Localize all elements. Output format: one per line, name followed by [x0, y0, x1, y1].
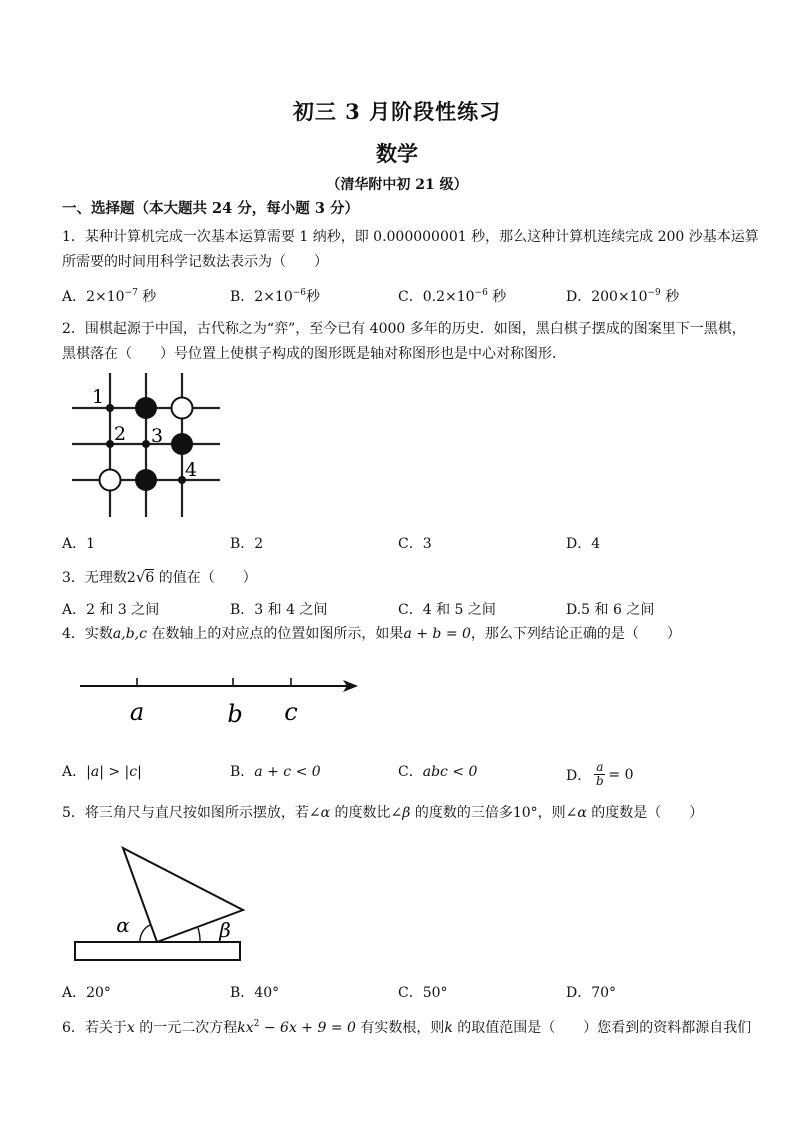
ruler — [75, 942, 240, 960]
black-stone — [135, 397, 157, 419]
school-subtitle: （清华附中初 21 级） — [326, 177, 468, 193]
point-3-dot — [142, 440, 150, 448]
q2-option-c: C．3 — [398, 536, 432, 552]
q2-stem-line2: 黑棋落在（ ）号位置上使棋子构成的图形既是轴对称图形也是中心对称图形． — [62, 346, 566, 362]
q3-option-a: A．2 和 3 之间 — [62, 602, 160, 618]
triangle-ruler-figure — [65, 840, 255, 970]
q5-option-b: B．40° — [230, 985, 280, 1001]
q2-option-a: A．1 — [62, 536, 96, 552]
axis-label-a: a — [129, 698, 145, 726]
q3-option-b: B．3 和 4 之间 — [230, 602, 328, 618]
white-stone — [100, 470, 121, 491]
q1-option-d: D．$200\times 10^{-9}$ 秒 — [566, 288, 680, 305]
point-label-2: 2 — [113, 423, 127, 445]
q1-option-b: B．$2\times 10^{-6}$秒 — [230, 288, 321, 305]
white-stone — [172, 398, 193, 419]
q3-option-d: D.5 和 6 之间 — [566, 602, 655, 618]
black-stone — [135, 469, 157, 491]
q1-option-a: A．$2\times 10^{-7}$ 秒 — [62, 288, 157, 305]
q3-stem: 3．无理数2√6 的值在（ ） — [62, 568, 257, 586]
q1-option-c: C．$0.2\times 10^{-6}$ 秒 — [398, 288, 507, 305]
point-2-dot — [106, 440, 114, 448]
alpha-arc — [140, 925, 150, 942]
q5-stem: 5．将三角尺与直尺按如图所示摆放，若∠α 的度数比∠β 的度数的三倍多10°，则∠α 的度数是（ ） — [62, 805, 704, 821]
q4-option-b: B．a + c < 0 — [230, 764, 321, 780]
q4-option-d: D． $\frac{a}{b}$ = 0 — [566, 760, 634, 788]
go-board-figure — [60, 365, 230, 525]
subject-title: 数学 — [376, 141, 418, 166]
point-label-3: 3 — [150, 425, 164, 447]
q2-option-b: B．2 — [230, 536, 264, 552]
section-heading: 一、选择题（本大题共 24 分，每小题 3 分） — [62, 200, 359, 217]
beta-arc — [198, 928, 200, 942]
q5-option-a: A．20° — [62, 985, 111, 1001]
q4-option-a: A．|a| > |c| — [62, 764, 142, 780]
q6-stem: 6．若关于x 的一元二次方程$kx^2 - 6x + 9 = 0$ 有实数根，则k 的取值范围是（ ）您看到的资料都源自我们 — [62, 1019, 752, 1036]
q1-stem-line2: 所需要的时间用科学记数法表示为（ ） — [62, 254, 328, 270]
axis-label-b: b — [227, 700, 243, 728]
q2-stem-line1: 2．围棋起源于中国，古代称之为“弈”，至今已有 4000 多年的历史．如图，黑白棋子摆成的图案里下一黑棋， — [62, 321, 746, 337]
q2-option-d: D．4 — [566, 536, 601, 552]
black-stone — [171, 433, 193, 455]
q1-stem-line1: 1．某种计算机完成一次基本运算需要 1 纳秒，即 0.000000001 秒，那么这种计算机连续完成 200 沙基本运算 — [62, 229, 759, 245]
axis-label-c: c — [284, 698, 298, 726]
angle-label-beta: β — [219, 918, 231, 942]
number-line-figure — [75, 660, 375, 730]
point-label-4: 4 — [184, 459, 198, 481]
q4-stem: 4．实数a,b,c 在数轴上的对应点的位置如图所示，如果a + b = 0，那么下列结论正确的是（ ） — [62, 626, 681, 642]
angle-label-alpha: α — [116, 913, 130, 937]
q3-option-c: C．4 和 5 之间 — [398, 602, 496, 618]
q5-option-c: C．50° — [398, 985, 448, 1001]
point-label-1: 1 — [91, 386, 105, 408]
point-1-dot — [106, 404, 114, 412]
page-title: 初三 3 月阶段性练习 — [292, 99, 502, 124]
q5-option-d: D．70° — [566, 985, 617, 1001]
q4-option-c: C．abc < 0 — [398, 764, 478, 780]
